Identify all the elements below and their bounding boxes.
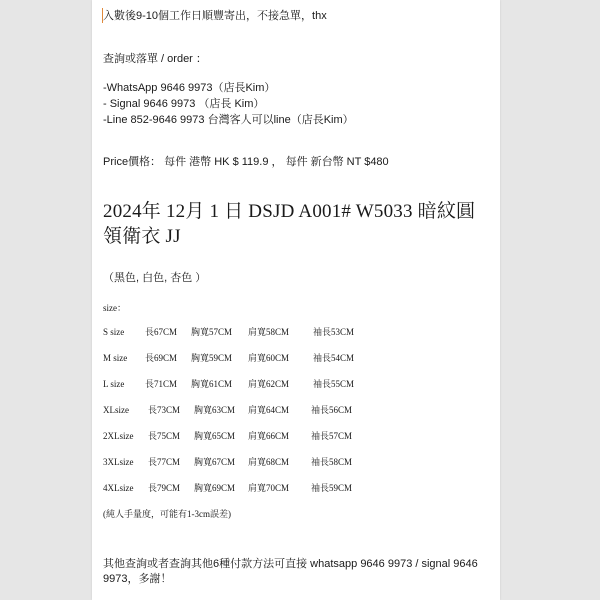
size-chest: 胸寬63CM [194, 405, 236, 415]
contact-line: -Line 852-9646 9973 台灣客人可以line（店長Kim） [103, 114, 354, 126]
size-shoulder: 肩寬68CM [248, 457, 290, 467]
size-shoulder: 肩寬60CM [248, 353, 290, 363]
size-label: M size [103, 353, 128, 363]
measurement-note: (純人手量度，可能有1-3cm誤差) [103, 509, 231, 519]
size-chest: 胸寬69CM [194, 483, 236, 493]
shipping-note: 入數後9-10個工作日順豐寄出，不接急單，thx [103, 10, 327, 22]
size-label: 3XLsize [103, 457, 134, 467]
size-length: 長67CM [145, 327, 178, 337]
contact-signal: - Signal 9646 9973 （店長 Kim） [103, 98, 265, 110]
contact-whatsapp: -WhatsApp 9646 9973（店長Kim） [103, 82, 276, 94]
price-line: Price價格： 每件 港幣 HK $ 119.9 ， 每件 新台幣 NT $480 [103, 156, 389, 168]
size-label: XLsize [103, 405, 129, 415]
size-chest: 胸寬57CM [191, 327, 233, 337]
size-shoulder: 肩寬62CM [248, 379, 290, 389]
size-chest: 胸寬65CM [194, 431, 236, 441]
size-chest: 胸寬59CM [191, 353, 233, 363]
size-label: 4XLsize [103, 483, 134, 493]
size-label: 2XLsize [103, 431, 134, 441]
footer-contact-note: 其他查詢或者查詢其他6種付款方法可直接 whatsapp 9646 9973 / signal 9646 9973，多謝！ [103, 558, 478, 585]
size-chest: 胸寬61CM [191, 379, 233, 389]
size-label: L size [103, 379, 125, 389]
size-sleeve: 袖長58CM [311, 457, 353, 467]
size-shoulder: 肩寬58CM [248, 327, 290, 337]
size-length: 長73CM [148, 405, 181, 415]
size-length: 長77CM [148, 457, 181, 467]
size-label: S size [103, 327, 125, 337]
size-heading: size： [103, 303, 126, 313]
document-page [92, 0, 500, 600]
size-length: 長71CM [145, 379, 178, 389]
size-sleeve: 袖長59CM [311, 483, 353, 493]
color-options: （黑色, 白色, 杏色 ） [103, 272, 207, 284]
size-sleeve: 袖長55CM [313, 379, 355, 389]
product-title: 2024年 12月 1 日 DSJD A001# W5033 暗紋圓領衛衣 JJ [103, 201, 476, 247]
size-shoulder: 肩寬70CM [248, 483, 290, 493]
size-sleeve: 袖長53CM [313, 327, 355, 337]
size-length: 長75CM [148, 431, 181, 441]
size-sleeve: 袖長56CM [311, 405, 353, 415]
size-sleeve: 袖長57CM [311, 431, 353, 441]
size-shoulder: 肩寬66CM [248, 431, 290, 441]
size-chest: 胸寬67CM [194, 457, 236, 467]
size-length: 長69CM [145, 353, 178, 363]
size-length: 長79CM [148, 483, 181, 493]
order-heading: 查詢或落單 / order ： [103, 53, 207, 65]
size-shoulder: 肩寬64CM [248, 405, 290, 415]
size-sleeve: 袖長54CM [313, 353, 355, 363]
